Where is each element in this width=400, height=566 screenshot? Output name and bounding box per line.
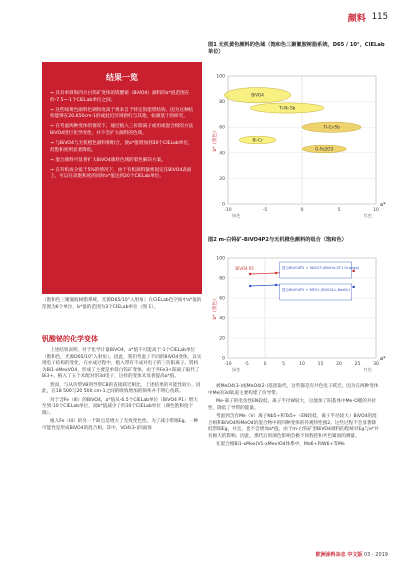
series-tag: BiVO4 P2	[235, 266, 254, 271]
y-tick-label: 60	[219, 296, 225, 302]
green-label: 绿色	[232, 213, 241, 218]
region-label: Ti-Ni-Sb	[279, 105, 296, 111]
x-tick-label: -5	[244, 362, 249, 367]
green-label: 绿色	[232, 367, 241, 372]
section-label: 颜料	[347, 13, 366, 24]
issue-number: 03 - 2019	[363, 552, 388, 558]
data-point	[353, 286, 355, 288]
paragraph: 被MeO4(3-)或MeO4(2-)基团取代，这些都是有共色电子跃迁。因为在两种变体中Me的3d轨道主要构建了价导带。	[208, 384, 379, 396]
summary-item: → 混合颜料可显著扩大BiVO4颜料色域的着色解决方案。	[50, 158, 194, 165]
paragraph: 上述结果表明，对于化学计量BiVO4，a*值不可能高于-1个CIELab单位（饱和色，光源D65/10°入射角）。因此，我们考虑了不同的BiVO4变体，以实现电子结构的变化，在亦成过程中，植入带有不成对电子的三价阳离子。钒构为Bi1-xMexVO4，形成了主要是单斜白钨矿变体。由于共Fe3+阳离子取代了Bi3+，植入了五个未配对的3d电子，这样的变体未显著提高a*值。	[42, 348, 202, 379]
paragraph: 对于含Fe（III）的BiVO4，a*值从-6.5个CIELab单位（BiVO4 P1）增大至到-10个CIELab单位，而b*值减少了约10个CIELab单位（颜色饱和度下降）。	[42, 397, 198, 416]
data-point	[249, 273, 251, 275]
summary-item: → 具有单斜和四方白钨矿变体的钒酸铋（BiVO4）颜料的a*值范围在约-7.5~-1个CIELab单位之间。	[50, 91, 194, 104]
region-label: G-Fe2O3	[315, 146, 334, 152]
y-tick-label: 80	[219, 100, 225, 106]
red-label: 红色	[363, 213, 372, 218]
x-axis-label: a*	[380, 202, 386, 208]
summary-box	[42, 62, 202, 294]
x-tick-label: 0	[300, 208, 304, 213]
x-axis-label: a*	[380, 356, 386, 362]
x-tick-label: 10	[299, 362, 305, 367]
y-tick-label: 20	[219, 176, 225, 182]
summary-title: 结果一览	[106, 73, 138, 82]
region-label: ВіVO4	[251, 92, 264, 98]
figure2-caption: 图2 m-白钨矿-BiVO4P2与无机橙色颜料的组合（饱和色）	[208, 237, 347, 243]
figure2	[208, 252, 386, 376]
data-point	[353, 270, 355, 272]
y-tick-label: 60	[219, 125, 225, 131]
x-tick-label: 5	[337, 208, 341, 213]
summary-item: → 这些绿黄色颜料色调和度高于黄来自于特定的能带结构，因为这种结构能够在20,650cm-1的或此近区域供红与其他，如颜基十的研究。	[50, 108, 194, 121]
summary-item: → 与BiVO4与无机橙色颜料相组合，使a*值增加到30个CIELab单位，但饱和度则显著降低。	[50, 141, 194, 154]
figure1-caption: 图1 无机黄色颜料的色域（饱和色三聚氰胺树脂系统，D65 / 10°，CIELab单位）	[208, 42, 385, 55]
summary-item: → 在考虑两种变体的情况下，通过植入三价阳离子或用或混合相的方法BiVO4进行化学改性，并不会扩大颜料的色域。	[50, 124, 194, 137]
y-tick-label: 100	[216, 256, 225, 262]
paragraph: 植入Fe（III）的另一个缺点是增大了光致变色性。为了减小带隙Eg，一种可能性是形成BiVO4的混合相。其中，VO4(3-)四面体	[42, 419, 199, 431]
legend-box	[280, 262, 352, 278]
legend-box	[280, 284, 352, 300]
page-header	[348, 10, 388, 24]
y-tick-label: 40	[219, 316, 225, 322]
section-heading: 钒酸铋的化学变体	[42, 335, 98, 343]
figure1-chart	[208, 70, 386, 222]
y-tick-label: 0	[222, 202, 225, 208]
x-tick-label: 25	[354, 362, 361, 367]
summary-list	[50, 91, 194, 181]
y-tick-label: 100	[216, 74, 225, 80]
y-tick-label: 40	[219, 151, 225, 157]
figure1	[208, 70, 386, 222]
legend-entry: 混合BiVO4P2 + Sb2O3 (BiVO4-ST1 Orange)	[281, 266, 360, 270]
region-label: Ti-Cr-Sb	[323, 124, 340, 130]
y-tick-label: 20	[219, 336, 225, 342]
left-caption: （饱和色三聚氰胺树脂系统，光源D65/10°入射角）在CIELab色空间中a*值的范围为6个单位，b*值的范围为3个CIELab单位（图 1）。	[42, 298, 202, 310]
page-footer	[316, 551, 388, 558]
y-tick-label: 80	[219, 276, 225, 282]
red-label: 红色	[363, 367, 372, 372]
paragraph: 在混合相Bi1-xMex(V1-xMex)O4体系中，Mo6+和W6+等Me	[216, 442, 345, 447]
region-label: Bi-Cr	[252, 137, 263, 143]
journal-name: 欧洲涂料杂志 中文版	[315, 552, 363, 558]
data-point	[275, 284, 277, 286]
y-tick-label: 0	[222, 356, 225, 362]
y-axis-label: b*（黄色）	[213, 296, 218, 320]
page-number: 115	[371, 12, 388, 22]
x-tick-label: 30	[373, 362, 379, 367]
body-text-left	[42, 348, 202, 434]
summary-item: → 在有机成分低于5%的情况下，由于有机颜料紧密固定在BiVO4表面上，可以在高饱和度的同时a*值达到20个CIELab单位。	[50, 168, 194, 181]
data-point	[275, 272, 277, 274]
x-tick-label: 5	[282, 362, 285, 367]
x-tick-label: 10	[373, 208, 379, 213]
y-axis-label: b*（黄色）	[213, 128, 218, 152]
figure2-chart	[208, 252, 386, 376]
legend-entry: 混合BiVO4P2 + MFV1 (BiVO4-L-RedOr)	[281, 288, 351, 292]
x-tick-label: 0	[263, 362, 267, 367]
x-tick-label: -5	[262, 208, 268, 213]
x-tick-label: -10	[224, 362, 232, 367]
body-text-right	[208, 384, 380, 451]
x-tick-label: 20	[336, 362, 342, 367]
paragraph: Me-离子的电负性EN较低，离子半径W较大，这使加了阳基体中Me-O键的共价性，降低了导带的能量。	[208, 399, 377, 411]
paragraph: 考虑到含有Me（V）离子Nb5+和Ta5+（EN较低，离子半径较大）BiVO4的混合相和BiVO4和MeO4的混合物中的四种变体的外观特性图2。这些过程不会显著降低带隙Eg，并且，也不会增加a*值。由于m-白钨矿型BiVO4颜料的程统对Eg与a*共有极大的影响，因此，那代后的颜色影响会极不同程控和共色紧固的测量。	[208, 414, 379, 439]
x-tick-label: 15	[317, 362, 324, 367]
x-tick-label: -10	[224, 208, 232, 213]
paragraph: 然而，与从价带VB到导带CB的直接跃迁相比，上述结果的可能性较小。因此，在18 500与20 500 cm-1之间的吸收增加的频率并不明心鱼跃。	[42, 382, 201, 394]
data-point	[249, 285, 251, 287]
